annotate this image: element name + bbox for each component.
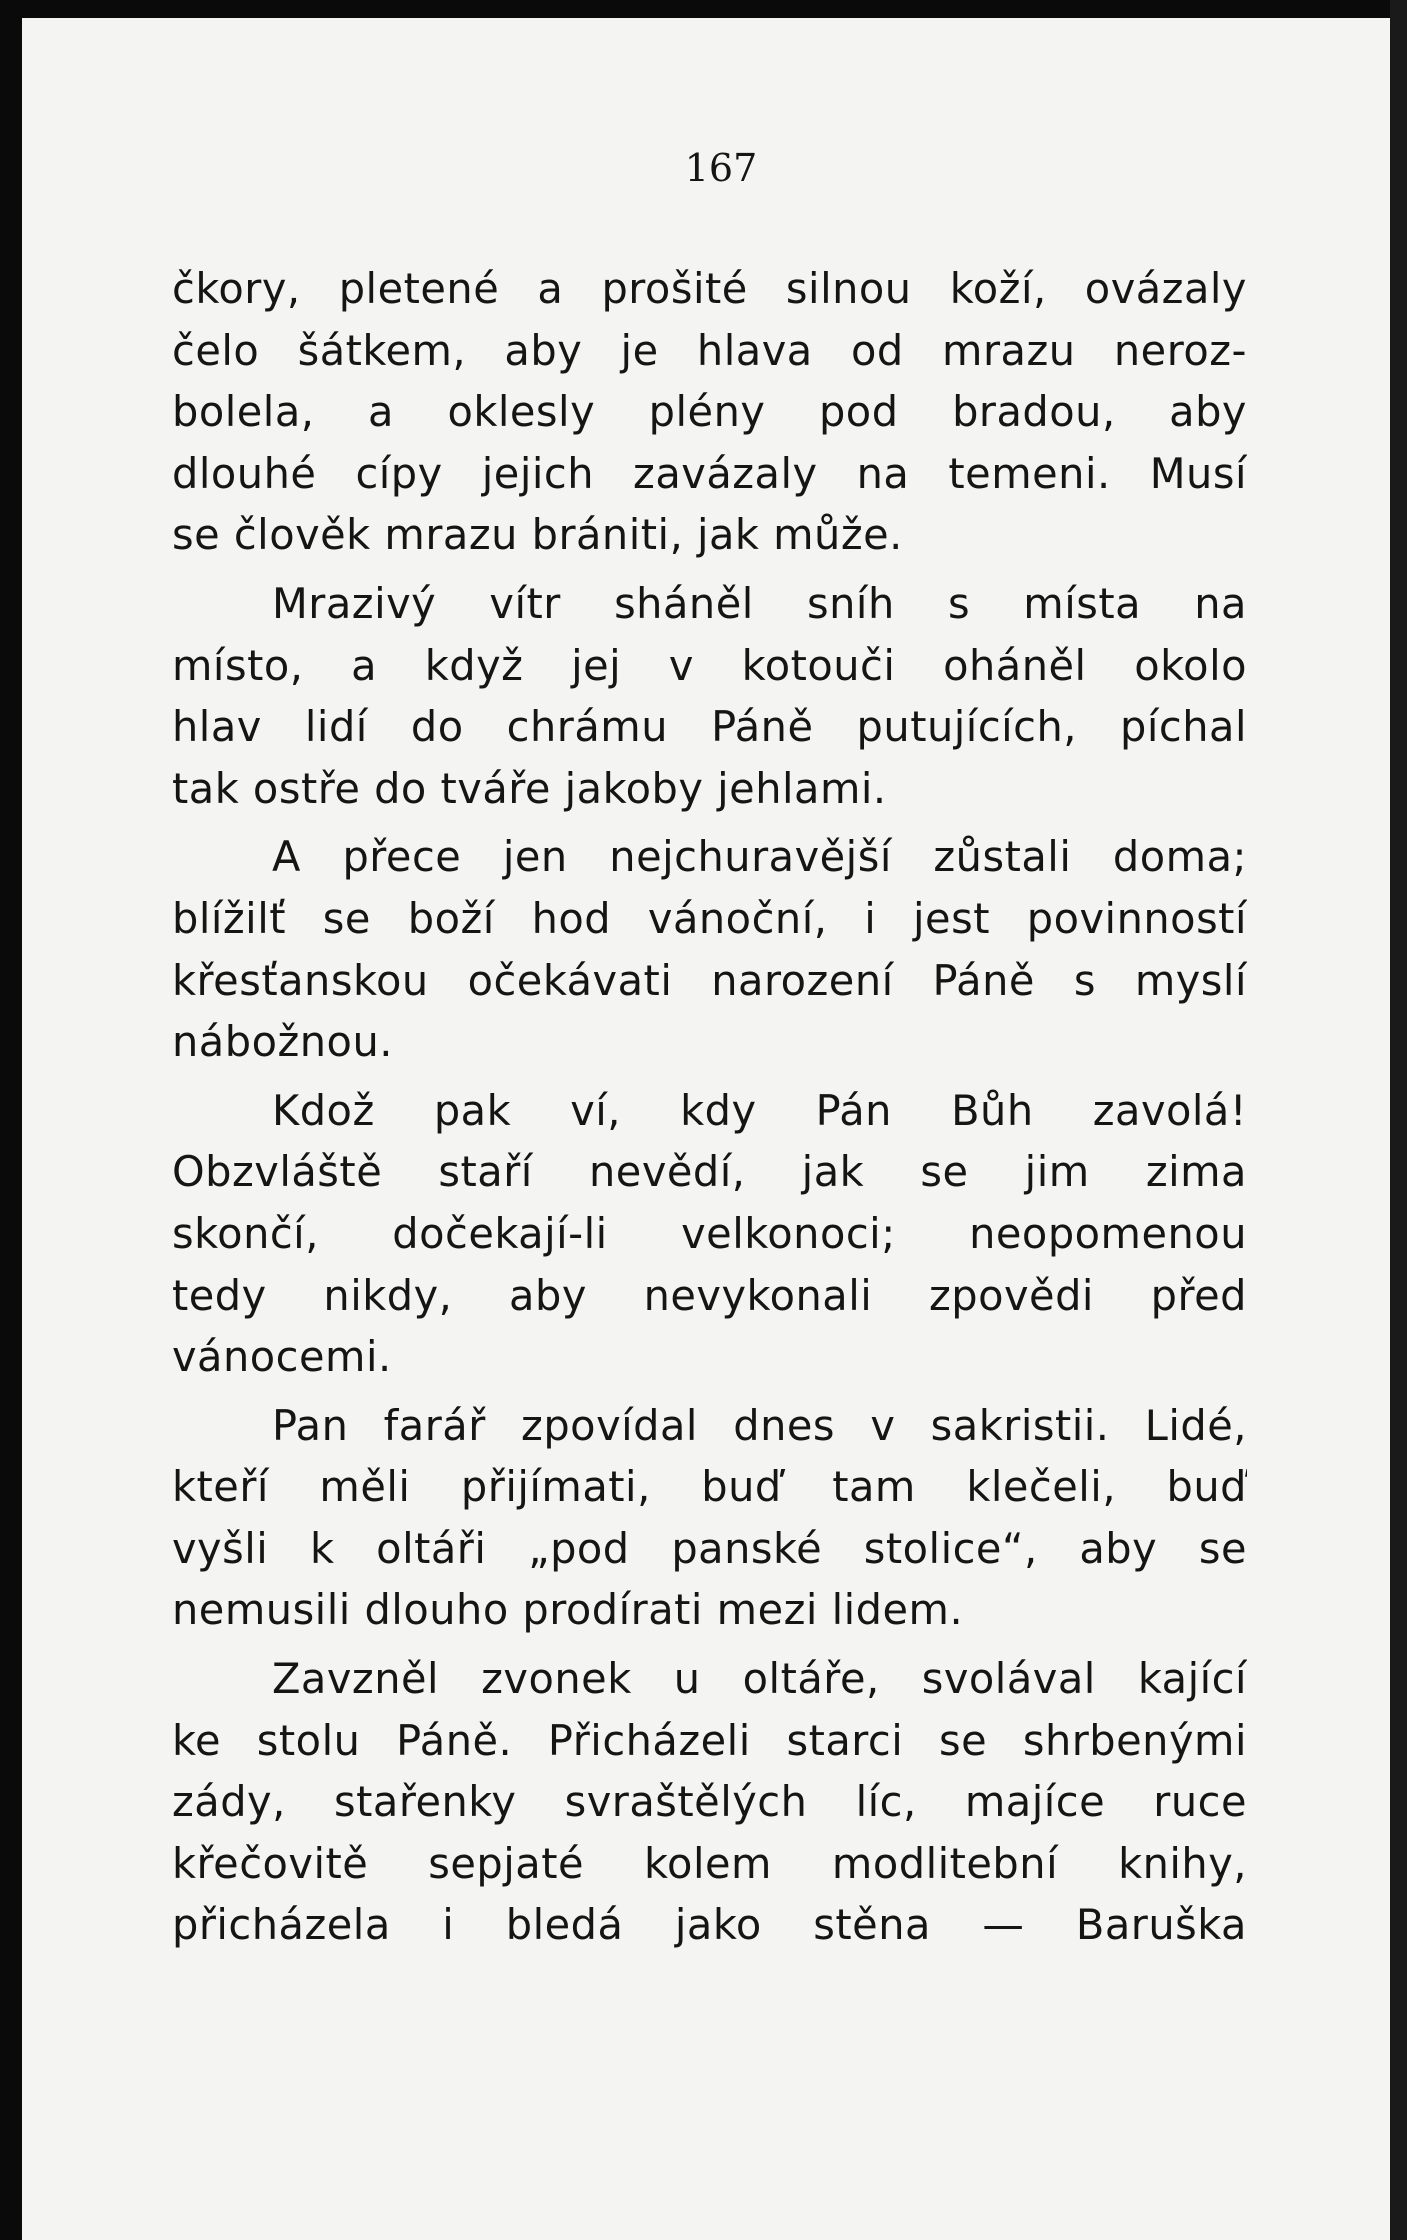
text-line: dlouhé cípy jejich zavázaly na temeni. Musí	[172, 448, 1247, 498]
paragraph-1	[172, 258, 1247, 566]
text-line: křečovitě sepjaté kolem modlitební knihy,	[172, 1838, 1247, 1888]
text-line: čkory, pletené a prošité silnou koží, ovázaly	[172, 264, 1247, 313]
paragraph-4	[172, 1080, 1247, 1388]
paragraph-6	[172, 1648, 1247, 1956]
text-line: Obzvláště staří nevědí, jak se jim zima	[172, 1147, 1247, 1197]
text-line: bolela, a oklesly plény pod bradou, aby	[172, 387, 1247, 437]
text-line: A přece jen nejchuravější zůstali doma;	[272, 832, 1247, 882]
book-page	[22, 18, 1390, 2240]
text-line: hlav lidí do chrámu Páně putujících, píchal	[172, 702, 1247, 752]
text-line: vyšli k oltáři „pod panské stolice“, aby se	[172, 1523, 1247, 1573]
text-line: tak ostře do tváře jakoby jehlami.	[172, 763, 887, 813]
text-line: místo, a když jej v kotouči oháněl okolo	[172, 640, 1247, 690]
text-line: ke stolu Páně. Přicházeli starci se shrbenými	[172, 1715, 1247, 1765]
text-line: se člověk mrazu brániti, jak může.	[172, 510, 903, 560]
scan-top-edge	[0, 0, 1407, 18]
text-line: vánocemi.	[172, 1332, 392, 1382]
text-line: křesťanskou očekávati narození Páně s myslí	[172, 955, 1247, 1005]
text-line: přicházela i bledá jako stěna — Baruška	[172, 1900, 1247, 1950]
scan-right-edge	[1390, 0, 1407, 2240]
text-line: blížilť se boží hod vánoční, i jest povinností	[172, 893, 1247, 943]
text-line: Kdož pak ví, kdy Pán Bůh zavolá!	[272, 1085, 1247, 1135]
text-line: nábožnou.	[172, 1017, 393, 1067]
scan-left-edge	[0, 0, 22, 2240]
text-line: nemusili dlouho prodírati mezi lidem.	[172, 1585, 964, 1635]
text-line: skončí, dočekají-li velkonoci; neopomenou	[172, 1208, 1247, 1258]
page-number: 167	[684, 146, 758, 190]
text-line: kteří měli přijímati, buď tam klečeli, buď	[172, 1462, 1247, 1512]
text-line: Mrazivý vítr sháněl sníh s místa na	[272, 578, 1247, 628]
body-text	[172, 258, 1247, 1956]
text-line: zády, stařenky svraštělých líc, majíce ruce	[172, 1777, 1247, 1827]
text-line: tedy nikdy, aby nevykonali zpovědi před	[172, 1270, 1247, 1320]
paragraph-5	[172, 1395, 1247, 1641]
text-line: Pan farář zpovídal dnes v sakristii. Lidé,	[272, 1400, 1247, 1450]
paragraph-2	[172, 573, 1247, 819]
text-line: Zavzněl zvonek u oltáře, svolával kající	[272, 1654, 1247, 1704]
paragraph-3	[172, 826, 1247, 1072]
text-line: čelo šátkem, aby je hlava od mrazu neroz-	[172, 325, 1247, 375]
